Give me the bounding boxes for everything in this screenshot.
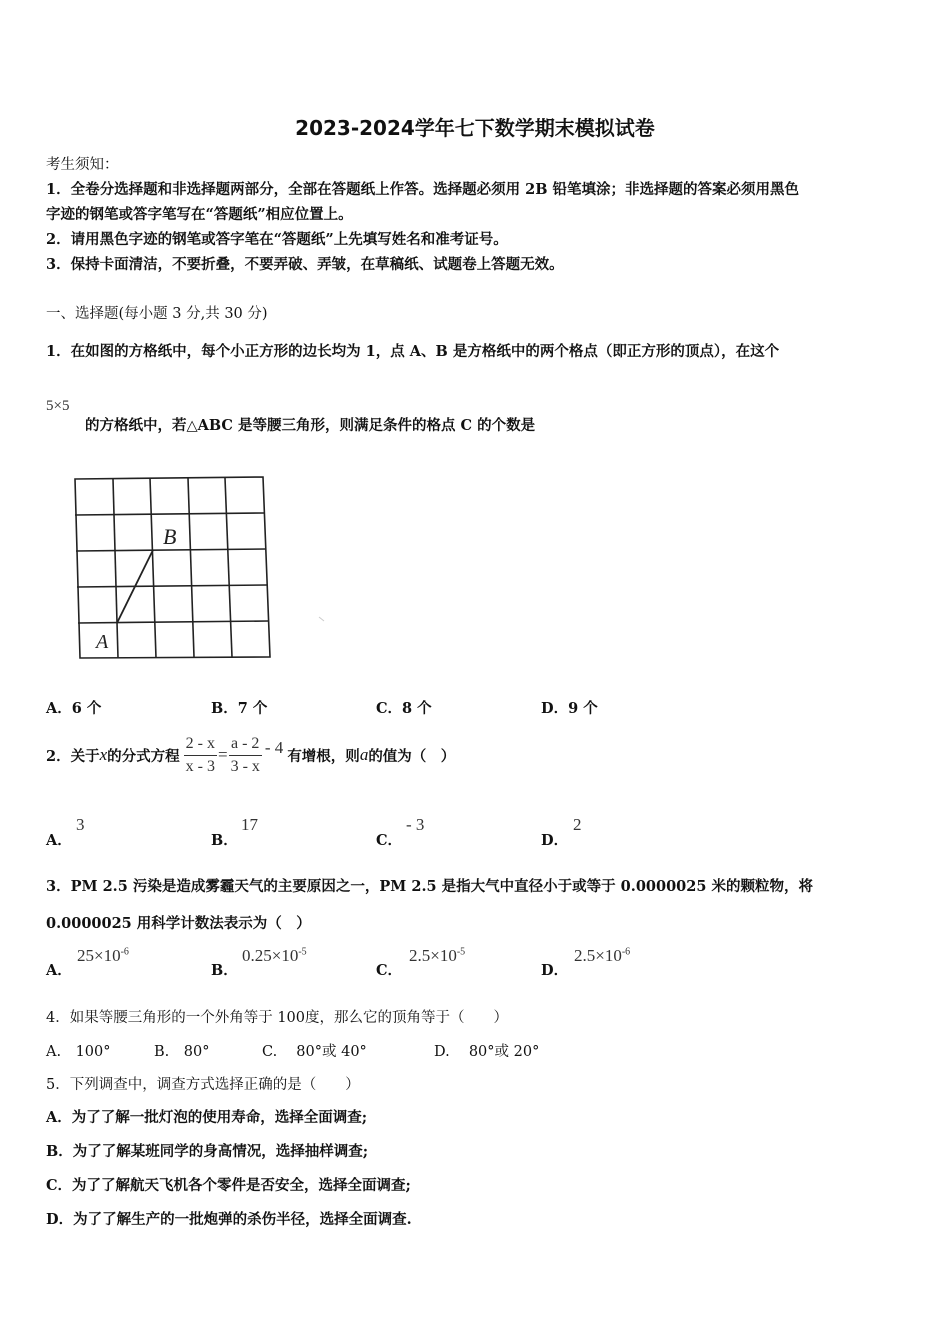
q3-option-b-exp: -5 bbox=[298, 946, 307, 958]
q2-fraction-left bbox=[184, 735, 217, 776]
grid-vline-4 bbox=[225, 478, 232, 657]
grid-vline-2 bbox=[150, 478, 156, 658]
q4-option-d: D. 80°或 20° bbox=[434, 1044, 540, 1060]
q2-var-a: a bbox=[359, 745, 369, 764]
q2-prefix: 2．关于 bbox=[46, 747, 100, 765]
q2-stem bbox=[46, 730, 455, 780]
q2-var-x: x bbox=[99, 745, 108, 764]
q2-option-d-letter: D． bbox=[541, 832, 569, 849]
q3-option-d-base: 2.5×10 bbox=[574, 946, 622, 965]
q2-frac2-numerator: a - 2 bbox=[229, 735, 262, 756]
grid-vline-1 bbox=[113, 479, 118, 658]
grid-hline-2 bbox=[76, 549, 266, 551]
notice-item-2: 2．请用黑色字迹的钢笔或答字笔在“答题纸”上先填写姓名和准考证号。 bbox=[46, 231, 508, 248]
q2-option-a-letter: A． bbox=[46, 832, 72, 849]
q1-stem-line1: 1．在如图的方格纸中，每个小正方形的边长均为 1，点 A、B 是方格纸中的两个格点（即正方形的顶点），在这个 bbox=[46, 343, 780, 360]
notice-item-3: 3．保持卡面清洁，不要折叠，不要弄破、弄皱，在草稿纸、试题卷上答题无效。 bbox=[46, 256, 564, 273]
q2-option-b-letter: B． bbox=[211, 832, 238, 849]
q2-option-a-value: 3 bbox=[76, 815, 85, 834]
q3-option-c-exp: -5 bbox=[456, 946, 466, 958]
q2-fraction-right bbox=[229, 735, 262, 776]
q3-option-d-letter: D． bbox=[541, 962, 569, 979]
q5-option-a: A．为了了解一批灯泡的使用寿命，选择全面调查; bbox=[46, 1109, 368, 1126]
q1-option-b: B．7 个 bbox=[211, 700, 268, 717]
q2-option-c-value: - 3 bbox=[406, 815, 425, 834]
q2-mid: 的分式方程 bbox=[107, 747, 180, 765]
q3-option-c-letter: C． bbox=[376, 962, 403, 979]
grid-hline-1 bbox=[75, 513, 264, 515]
q1-option-c: C．8 个 bbox=[376, 700, 432, 717]
q5-option-b: B．为了了解某班同学的身高情况，选择抽样调查; bbox=[46, 1143, 369, 1160]
q5-option-c: C．为了了解航天飞机各个零件是否安全，选择全面调查; bbox=[46, 1177, 411, 1194]
q5-stem: 5．下列调查中，调查方式选择正确的是（ ） bbox=[46, 1077, 360, 1093]
q1-option-a: A．6 个 bbox=[46, 700, 102, 717]
q3-option-a-base: 25×10 bbox=[77, 946, 121, 965]
q3-option-b-letter: B． bbox=[211, 962, 238, 979]
q4-option-c: C. 80°或 40° bbox=[262, 1044, 367, 1060]
q3-option-a-value bbox=[77, 946, 129, 966]
q3-option-d-exp: -6 bbox=[621, 946, 631, 958]
q2-option-d-value: 2 bbox=[573, 815, 582, 834]
q1-option-d: D．9 个 bbox=[541, 700, 598, 717]
point-b-label: B bbox=[163, 524, 177, 549]
q1-grid-figure bbox=[66, 470, 336, 670]
q2-suffix2: 的值为（ ） bbox=[368, 747, 456, 765]
q3-option-b-base: 0.25×10 bbox=[242, 946, 299, 965]
grid-hline-3 bbox=[77, 585, 267, 587]
q5-option-d: D．为了了解生产的一批炮弹的杀伤半径，选择全面调查. bbox=[46, 1211, 412, 1228]
q3-option-d-value bbox=[574, 946, 630, 966]
q2-equals: = bbox=[217, 745, 228, 764]
q3-option-c-value bbox=[409, 946, 465, 966]
grid-hline-4 bbox=[78, 621, 268, 623]
q3-option-b-value bbox=[242, 946, 307, 966]
q4-option-b: B. 80° bbox=[154, 1044, 210, 1060]
notice-heading: 考生须知： bbox=[46, 157, 119, 173]
q2-minus-four: - 4 bbox=[264, 738, 284, 757]
grid-vline-3 bbox=[188, 478, 194, 657]
q3-option-c-base: 2.5×10 bbox=[409, 946, 457, 965]
page-title: 2023-2024学年七下数学期末模拟试卷 bbox=[295, 116, 655, 140]
q1-stem-line2: 的方格纸中，若△ABC 是等腰三角形，则满足条件的格点 C 的个数是 bbox=[85, 417, 536, 434]
q1-grid-size: 5×5 bbox=[46, 398, 70, 414]
q2-suffix1: 有增根，则 bbox=[287, 747, 360, 765]
q4-option-a: A. 100° bbox=[46, 1044, 111, 1060]
scan-mark bbox=[319, 617, 324, 621]
point-a-label: A bbox=[96, 631, 109, 653]
notice-item-1: 1．全卷分选择题和非选择题两部分，全部在答题纸上作答。选择题必须用 2B 铅笔填涂；非选择题的答案必须用黑色 bbox=[46, 181, 800, 198]
q2-frac1-numerator: 2 - x bbox=[184, 735, 217, 756]
notice-item-1-cont: 字迹的钢笔或答字笔写在“答题纸”相应位置上。 bbox=[46, 206, 353, 223]
q2-option-c-letter: C． bbox=[376, 832, 403, 849]
q2-frac1-denominator: x - 3 bbox=[185, 757, 215, 775]
q2-option-b-value: 17 bbox=[241, 815, 258, 834]
section-heading: 一、选择题(每小题 3 分,共 30 分) bbox=[46, 306, 268, 322]
q2-frac2-denominator: 3 - x bbox=[230, 757, 260, 775]
q3-option-a-exp: -6 bbox=[120, 946, 129, 958]
q3-stem-line1: 3．PM 2.5 污染是造成雾霾天气的主要原因之一，PM 2.5 是指大气中直径小于或等于 0.0000025 米的颗粒物，将 bbox=[46, 878, 813, 895]
q3-stem-line2: 0.0000025 用科学计数法表示为（ ） bbox=[46, 915, 311, 932]
q3-option-a-letter: A． bbox=[46, 962, 72, 979]
q4-stem: 4．如果等腰三角形的一个外角等于 100度，那么它的顶角等于（ ） bbox=[46, 1010, 509, 1026]
